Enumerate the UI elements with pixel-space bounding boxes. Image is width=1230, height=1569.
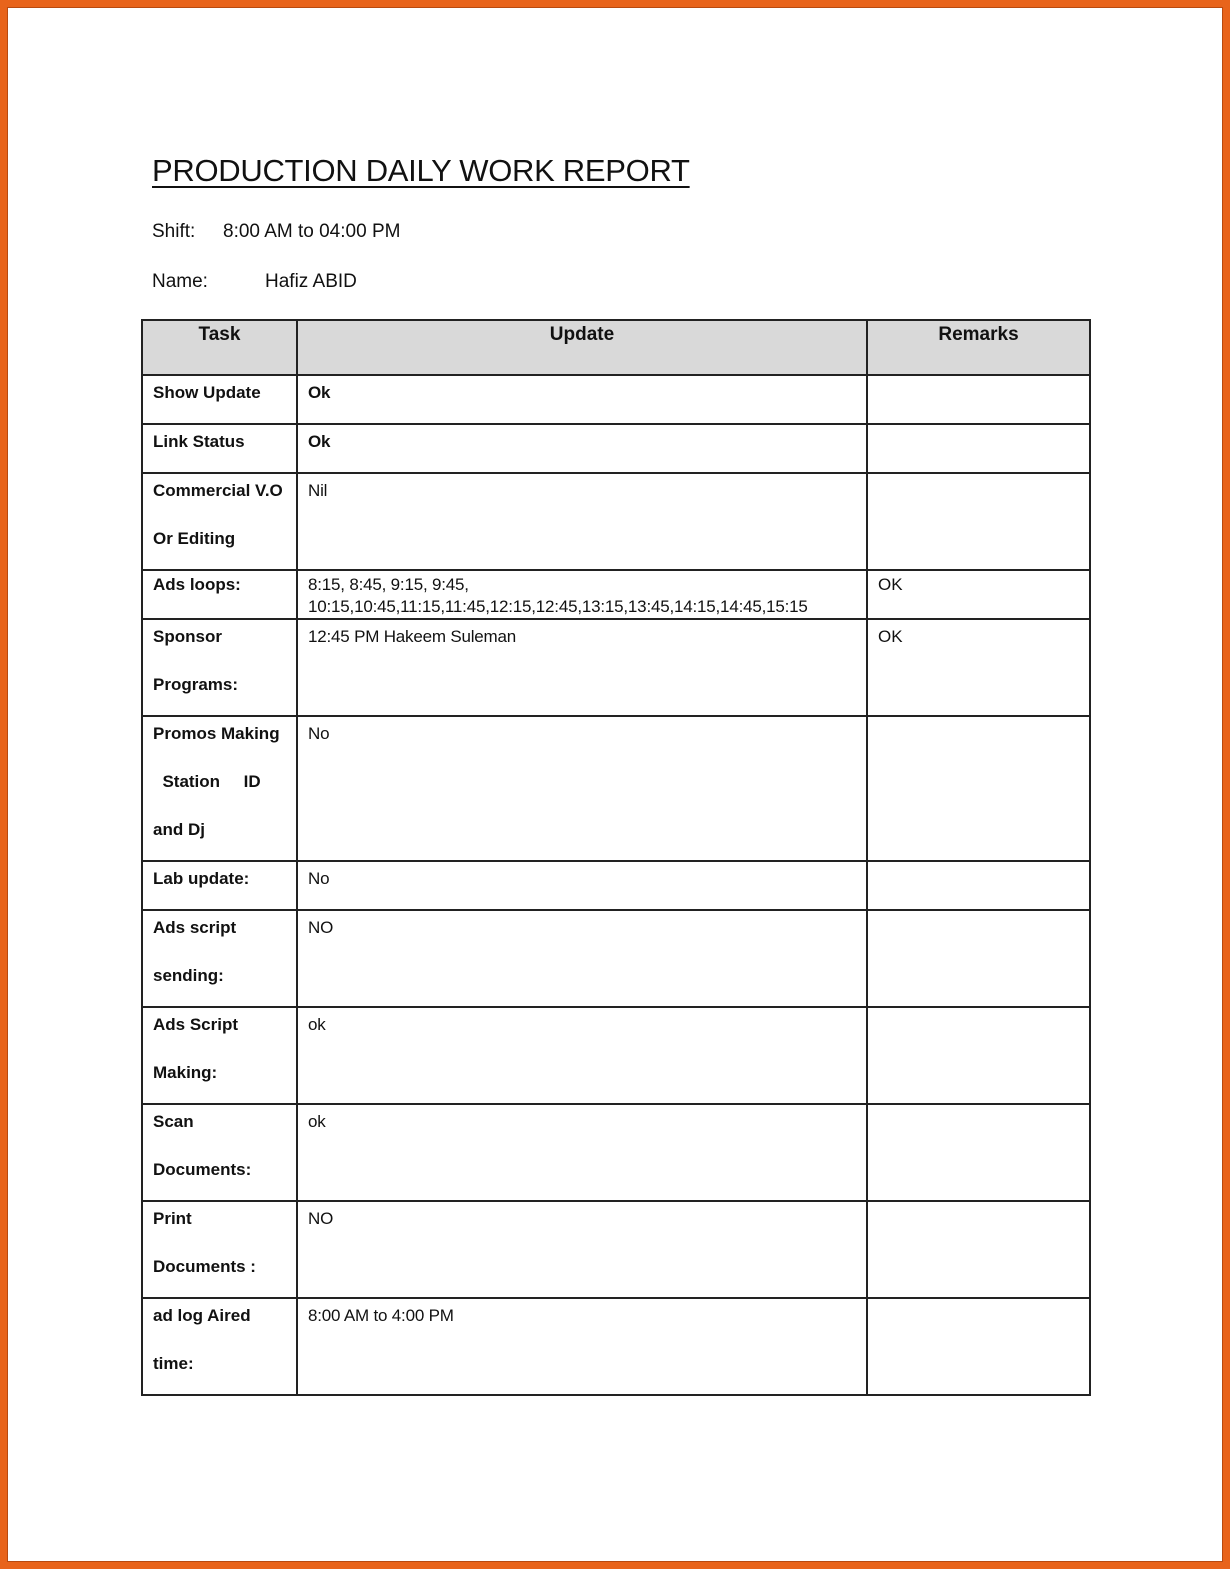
task-text: ad log Aired xyxy=(153,1306,251,1325)
table-row xyxy=(142,424,1090,473)
task-cell xyxy=(142,861,297,910)
remarks-cell xyxy=(867,473,1090,570)
remarks-cell xyxy=(867,1007,1090,1104)
table-row xyxy=(142,473,1090,570)
task-text: and Dj xyxy=(153,820,205,839)
task-text: Ads Script xyxy=(153,1015,239,1034)
task-text: Promos Making xyxy=(153,724,280,743)
task-text: Or Editing xyxy=(153,529,236,548)
task-text: Station ID xyxy=(153,772,261,791)
table-row xyxy=(142,1007,1090,1104)
report-title: PRODUCTION DAILY WORK REPORT xyxy=(152,153,690,188)
remarks-cell xyxy=(867,1104,1090,1201)
work-report-table xyxy=(141,319,1091,1396)
update-cell: NO xyxy=(297,910,867,1007)
shift-value: 8:00 AM to 04:00 PM xyxy=(223,221,401,242)
name-value: Hafiz ABID xyxy=(265,271,357,292)
table-row xyxy=(142,1201,1090,1298)
task-cell xyxy=(142,1298,297,1395)
update-cell: ok xyxy=(297,1104,867,1201)
task-cell xyxy=(142,910,297,1007)
table-header-row xyxy=(142,320,1090,375)
shift-line xyxy=(152,221,401,243)
update-cell: 8:00 AM to 4:00 PM xyxy=(297,1298,867,1395)
task-text: Print xyxy=(153,1209,192,1228)
remarks-cell xyxy=(867,716,1090,861)
task-text: Programs: xyxy=(153,675,239,694)
table-row xyxy=(142,716,1090,861)
task-cell xyxy=(142,473,297,570)
table-row xyxy=(142,375,1090,424)
task-cell xyxy=(142,1007,297,1104)
task-cell xyxy=(142,716,297,861)
name-line xyxy=(152,271,357,293)
task-cell xyxy=(142,570,297,619)
task-text: sending: xyxy=(153,966,224,985)
task-text: Lab update: xyxy=(153,869,250,888)
header-remarks: Remarks xyxy=(867,320,1090,375)
ads-loop-times-line: 8:15, 8:45, 9:15, 9:45, xyxy=(308,575,469,594)
task-cell xyxy=(142,1201,297,1298)
task-text: Ads loops: xyxy=(153,575,241,594)
task-cell xyxy=(142,375,297,424)
table-row xyxy=(142,1298,1090,1395)
table-row xyxy=(142,861,1090,910)
update-cell: 12:45 PM Hakeem Suleman xyxy=(297,619,867,716)
task-cell xyxy=(142,1104,297,1201)
task-text: Ads script xyxy=(153,918,237,937)
task-cell xyxy=(142,424,297,473)
task-text: Commercial V.O xyxy=(153,481,283,500)
task-text: Documents: xyxy=(153,1160,252,1179)
task-text: Scan xyxy=(153,1112,194,1131)
header-task: Task xyxy=(142,320,297,375)
remarks-cell: OK xyxy=(867,619,1090,716)
task-text: Link Status xyxy=(153,432,245,451)
remarks-cell xyxy=(867,375,1090,424)
update-cell: No xyxy=(297,861,867,910)
task-cell xyxy=(142,619,297,716)
table-row xyxy=(142,910,1090,1007)
remarks-cell: OK xyxy=(867,570,1090,619)
table-row xyxy=(142,619,1090,716)
update-cell: Ok xyxy=(297,375,867,424)
update-cell: Ok xyxy=(297,424,867,473)
update-cell: ok xyxy=(297,1007,867,1104)
remarks-cell xyxy=(867,861,1090,910)
table-row xyxy=(142,1104,1090,1201)
ads-loop-times-line: 10:15,10:45,11:15,11:45,12:15,12:45,13:15,13:45,14:15,14:45,15:15 xyxy=(308,597,808,616)
task-text: Show Update xyxy=(153,383,261,402)
header-update: Update xyxy=(297,320,867,375)
shift-label: Shift: xyxy=(152,221,196,242)
remarks-cell xyxy=(867,1201,1090,1298)
remarks-cell xyxy=(867,910,1090,1007)
task-text: Documents : xyxy=(153,1257,256,1276)
name-label: Name: xyxy=(152,271,208,292)
task-text: Making: xyxy=(153,1063,218,1082)
table-row xyxy=(142,570,1090,619)
update-cell: Nil xyxy=(297,473,867,570)
update-cell xyxy=(297,570,867,619)
update-cell: No xyxy=(297,716,867,861)
remarks-cell xyxy=(867,1298,1090,1395)
remarks-cell xyxy=(867,424,1090,473)
task-text: time: xyxy=(153,1354,194,1373)
task-text: Sponsor xyxy=(153,627,222,646)
update-cell: NO xyxy=(297,1201,867,1298)
